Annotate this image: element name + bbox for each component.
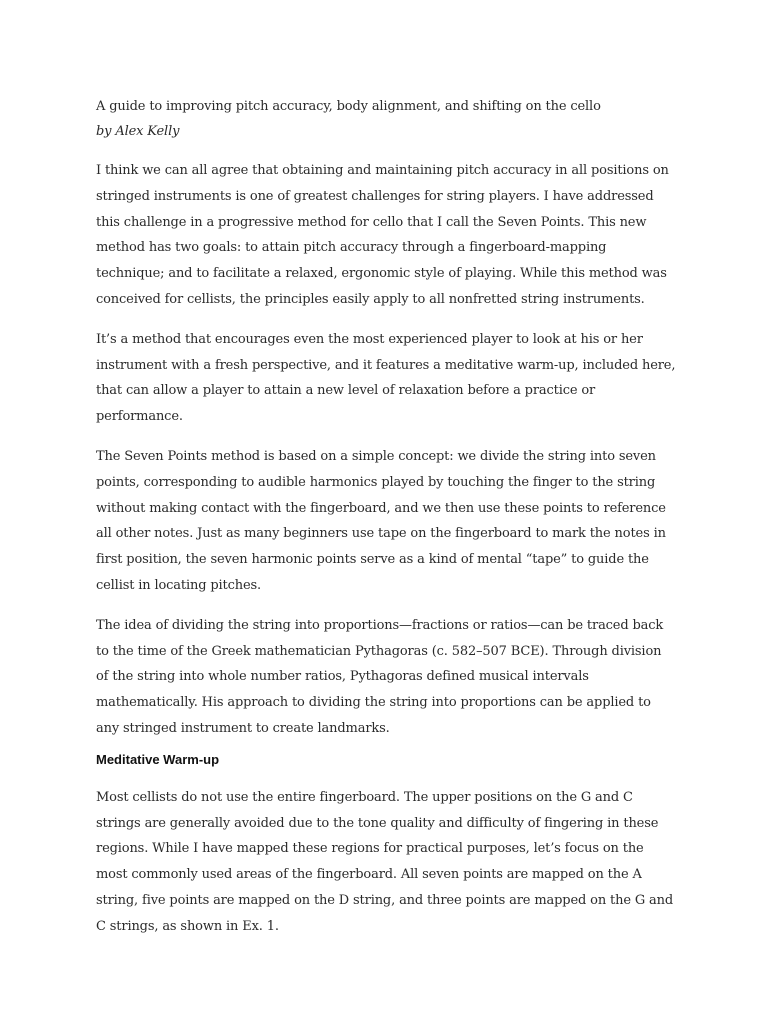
- article: [96, 94, 676, 940]
- section-heading-meditative-warm-up: Meditative Warm-up: [96, 751, 220, 767]
- section-paragraph: Most cellists do not use the entire fingerboard. The upper positions on the G and C strings are generally avoided due to the tone quality and difficulty of fingering in these regions. While I have mapped these regions for practical purposes, let’s focus on the most commonly used areas of the fingerboard. All seven points are mapped on the A string, five points are mapped on the D string, and three points are mapped on the G and C strings, as shown in Ex. 1.: [96, 789, 674, 934]
- body-paragraph-1: I think we can all agree that obtaining and maintaining pitch accuracy in all positions on stringed instruments is one of greatest challenges for string players. I have addressed this challenge in a progressive method for cello that I call the Seven Points. This new method has two goals: to attain pitch accuracy through a fingerboard-mapping technique; and to facilitate a relaxed, ergonomic style of playing. While this method was conceived for cellists, the principles easily apply to all nonfretted string instruments.: [96, 163, 669, 307]
- body-paragraph-4: The idea of dividing the string into proportions—fractions or ratios—can be traced back to the time of the Greek mathematician Pythagoras (c. 582–507 BCE). Through division of the string into whole number ratios, Pythagoras defined musical intervals mathematically. His approach to dividing the string into proportions can be applied to any stringed instrument to create landmarks.: [96, 617, 664, 736]
- body-paragraph-2: It’s a method that encourages even the most experienced player to look at his or her instrument with a fresh perspective, and it features a meditative warm-up, included here, that can allow a player to attain a new level of relaxation before a practice or performance.: [96, 331, 676, 425]
- body-paragraph-3: The Seven Points method is based on a simple concept: we divide the string into seven points, corresponding to audible harmonics played by touching the finger to the string without making contact with the fingerboard, and we then use these points to reference all other notes. Just as many beginners use tape on the fingerboard to mark the notes in first position, the seven harmonic points serve as a kind of mental “tape” to guide the cellist in locating pitches.: [96, 448, 666, 593]
- article-subtitle: A guide to improving pitch accuracy, body alignment, and shifting on the cello: [96, 99, 601, 114]
- author-byline: by Alex Kelly: [96, 124, 180, 139]
